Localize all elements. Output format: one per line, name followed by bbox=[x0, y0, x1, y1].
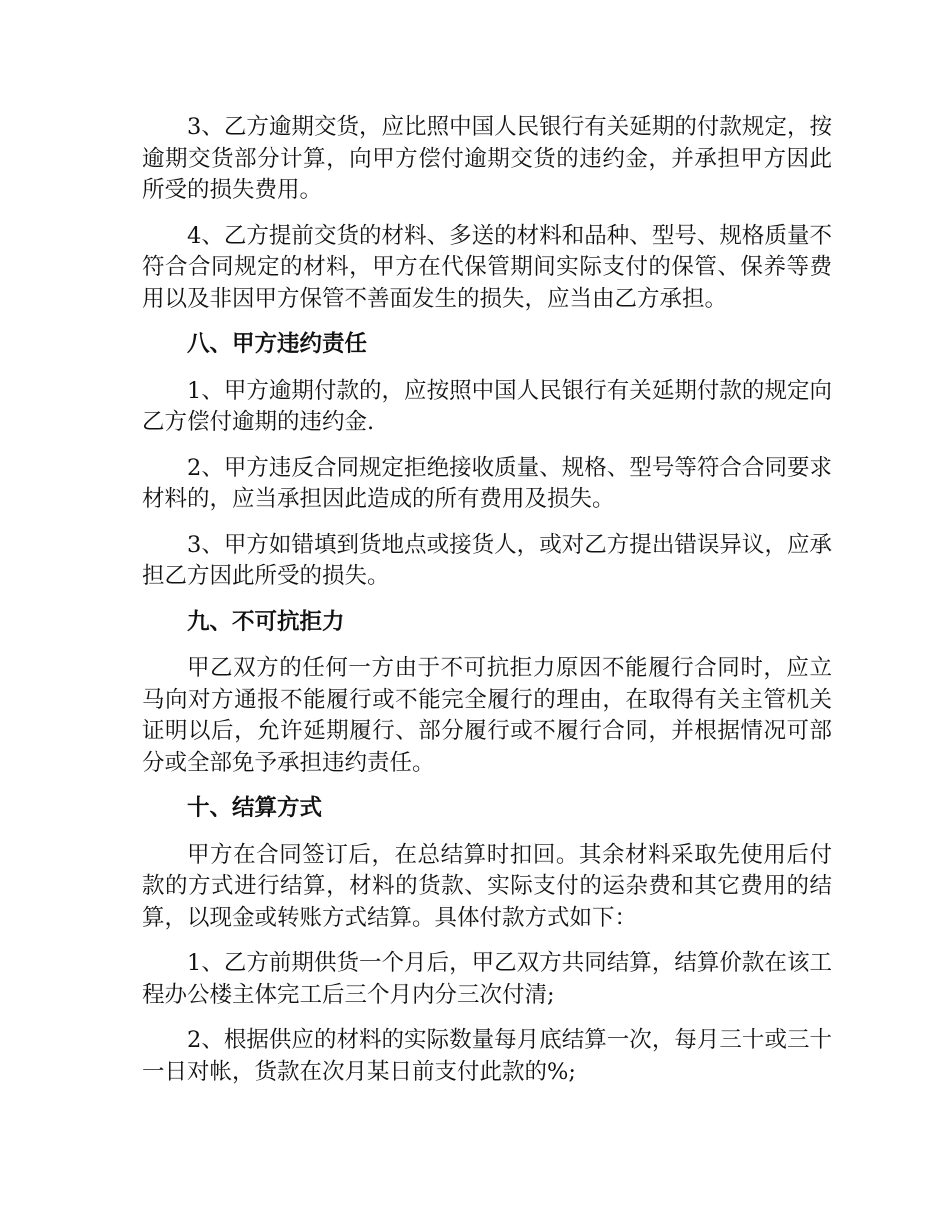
document-body bbox=[142, 112, 832, 1102]
clause-10-1: 1、乙方前期供货一个月后，甲乙双方共同结算，结算价款在该工程办公楼主体完工后三个月内分三次付清; bbox=[142, 950, 832, 1008]
clause-10-2: 2、根据供应的材料的实际数量每月底结算一次，每月三十或三十一日对帐，货款在次月某日前支付此款的%; bbox=[142, 1027, 832, 1085]
clause-8-2: 2、甲方违反合同规定拒绝接收质量、规格、型号等符合合同要求材料的，应当承担因此造成的所有费用及损失。 bbox=[142, 454, 832, 512]
clause-8-1: 1、甲方逾期付款的，应按照中国人民银行有关延期付款的规定向乙方偿付逾期的违约金. bbox=[142, 377, 832, 435]
clause-10-body: 甲方在合同签订后，在总结算时扣回。其余材料采取先使用后付款的方式进行结算，材料的货款、实际支付的运杂费和其它费用的结算，以现金或转账方式结算。具体付款方式如下： bbox=[142, 841, 832, 931]
clause-8-3: 3、甲方如错填到货地点或接货人，或对乙方提出错误异议，应承担乙方因此所受的损失。 bbox=[142, 531, 832, 589]
section-heading-9: 九、不可抗拒力 bbox=[187, 608, 345, 635]
clause-9-body: 甲乙双方的任何一方由于不可抗拒力原因不能履行合同时，应立马向对方通报不能履行或不能完全履行的理由，在取得有关主管机关证明以后，允许延期履行、部分履行或不履行合同，并根据情况可部分或全部免予承担违约责任。 bbox=[142, 655, 832, 776]
clause-7-4: 4、乙方提前交货的材料、多送的材料和品种、型号、规格质量不符合合同规定的材料，甲方在代保管期间实际支付的保管、保养等费用以及非因甲方保管不善面发生的损失，应当由乙方承担。 bbox=[142, 222, 832, 312]
section-heading-8: 八、甲方违约责任 bbox=[187, 331, 368, 357]
section-heading-10: 十、结算方式 bbox=[187, 795, 323, 821]
clause-7-3: 3、乙方逾期交货，应比照中国人民银行有关延期的付款规定，按逾期交货部分计算，向甲方偿付逾期交货的违约金，并承担甲方因此所受的损失费用。 bbox=[142, 114, 832, 203]
